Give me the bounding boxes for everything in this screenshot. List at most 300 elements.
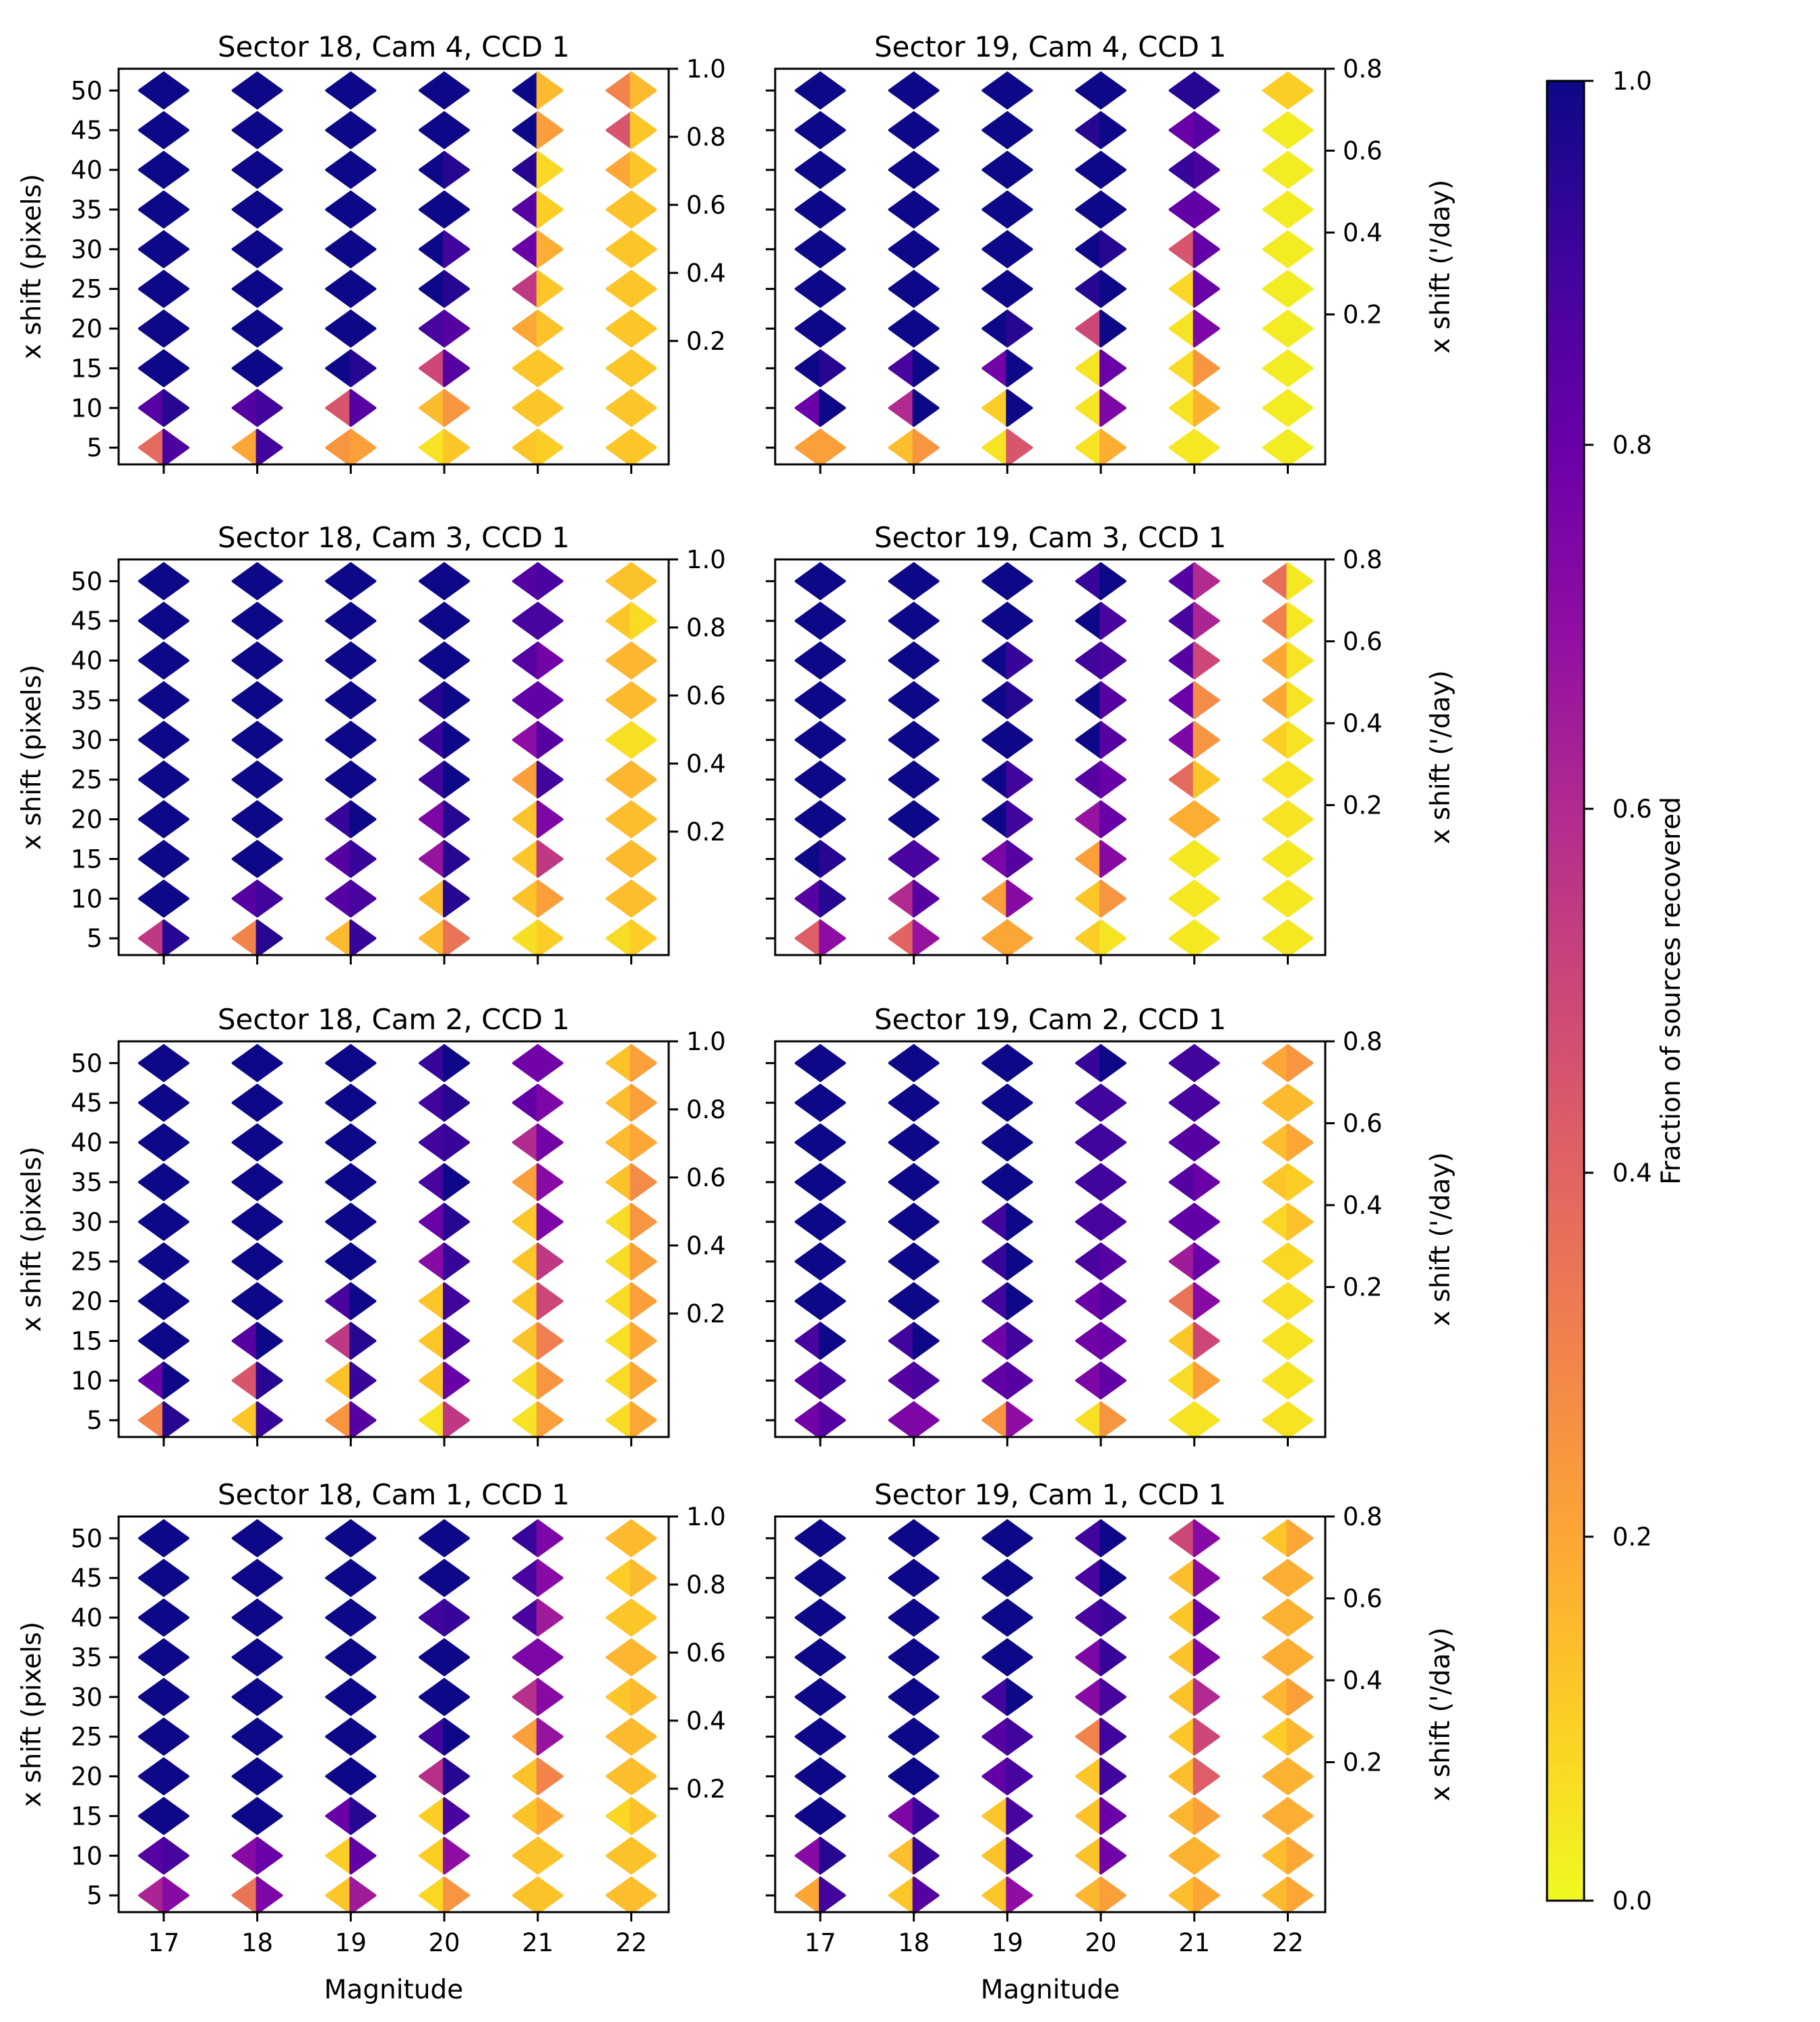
marker-left-half <box>233 1878 257 1913</box>
marker-left-half <box>983 1204 1007 1239</box>
right-axis-tick-label: 0.8 <box>1343 1027 1383 1056</box>
marker-left-half <box>326 921 351 956</box>
marker-left-half <box>140 1878 164 1913</box>
marker-right-half <box>444 723 468 758</box>
marker-right-half <box>914 1640 938 1675</box>
marker-left-half <box>326 1838 351 1873</box>
marker-left-half <box>890 272 914 307</box>
marker-left-half <box>796 1759 820 1794</box>
marker-left-half <box>1264 1640 1288 1675</box>
marker-left-half <box>1264 1204 1288 1239</box>
y-tick-label: 5 <box>86 1881 102 1911</box>
right-axis-tick-label: 0.2 <box>1343 1273 1383 1302</box>
marker-left-half <box>1076 603 1101 638</box>
subplot-sector-19-cam-1-ccd-1 <box>766 1478 1456 2005</box>
right-axis-tick-label: 1.0 <box>686 1027 726 1056</box>
marker-left-half <box>514 1045 538 1080</box>
marker-left-half <box>1076 1560 1101 1595</box>
marker-right-half <box>444 1878 468 1913</box>
marker-right-half <box>444 1244 468 1279</box>
marker-right-half <box>914 1165 938 1200</box>
marker-right-half <box>1007 1600 1031 1635</box>
marker-left-half <box>514 1600 538 1635</box>
marker-left-half <box>420 841 444 876</box>
marker-left-half <box>1170 1521 1194 1556</box>
marker-left-half <box>607 1085 632 1120</box>
marker-left-half <box>1264 841 1288 876</box>
marker-left-half <box>607 1363 632 1398</box>
marker-left-half <box>514 1085 538 1120</box>
marker-left-half <box>1170 1680 1194 1715</box>
marker-right-half <box>1194 643 1219 678</box>
marker-right-half <box>1288 921 1312 956</box>
marker-left-half <box>983 643 1007 678</box>
marker-right-half <box>164 232 188 267</box>
marker-right-half <box>257 683 282 718</box>
marker-right-half <box>164 1521 188 1556</box>
marker-left-half <box>1076 1204 1101 1239</box>
right-axis-tick-label: 0.2 <box>1343 1748 1383 1777</box>
marker-right-half <box>632 350 656 386</box>
marker-left-half <box>420 1719 444 1754</box>
marker-right-half <box>164 1085 188 1120</box>
marker-left-half <box>983 881 1007 916</box>
x-tick-label: 21 <box>1178 1928 1211 1957</box>
marker-left-half <box>140 1045 164 1080</box>
marker-right-half <box>1007 603 1031 638</box>
marker-right-half <box>257 1759 282 1794</box>
marker-left-half <box>983 683 1007 718</box>
marker-right-half <box>164 1363 188 1398</box>
marker-left-half <box>140 1521 164 1556</box>
y-tick-label: 30 <box>70 1207 102 1237</box>
marker-left-half <box>1264 1838 1288 1873</box>
marker-right-half <box>1288 1403 1312 1438</box>
marker-right-half <box>632 272 656 307</box>
marker-right-half <box>444 1125 468 1160</box>
marker-right-half <box>632 603 656 638</box>
marker-right-half <box>257 1165 282 1200</box>
marker-left-half <box>326 841 351 876</box>
marker-right-half <box>257 1323 282 1358</box>
right-y-axis-label: x shift ('/day) <box>1426 670 1456 845</box>
marker-right-half <box>632 1244 656 1279</box>
marker-left-half <box>796 1323 820 1358</box>
marker-right-half <box>257 192 282 227</box>
y-tick-label: 50 <box>70 567 102 596</box>
marker-left-half <box>1170 1323 1194 1358</box>
marker-right-half <box>538 1600 562 1635</box>
marker-left-half <box>326 1323 351 1358</box>
marker-left-half <box>607 841 632 876</box>
marker-right-half <box>820 1204 845 1239</box>
marker-right-half <box>1007 350 1031 386</box>
marker-right-half <box>351 921 375 956</box>
marker-left-half <box>420 1085 444 1120</box>
marker-right-half <box>444 73 468 108</box>
marker-left-half <box>514 1798 538 1833</box>
marker-left-half <box>1264 1363 1288 1398</box>
marker-left-half <box>233 350 257 386</box>
y-axis-label: x shift (pixels) <box>17 1146 47 1332</box>
marker-left-half <box>796 1204 820 1239</box>
y-tick-label: 50 <box>70 76 102 106</box>
y-tick-label: 5 <box>86 924 102 954</box>
marker-right-half <box>257 1521 282 1556</box>
marker-left-half <box>420 1600 444 1635</box>
marker-left-half <box>1076 1125 1101 1160</box>
marker-right-half <box>1007 1204 1031 1239</box>
marker-left-half <box>1170 841 1194 876</box>
marker-right-half <box>538 643 562 678</box>
marker-right-half <box>351 1719 375 1754</box>
marker-right-half <box>820 272 845 307</box>
marker-left-half <box>140 1838 164 1873</box>
marker-right-half <box>820 762 845 797</box>
marker-right-half <box>1194 563 1219 599</box>
marker-left-half <box>140 841 164 876</box>
marker-left-half <box>140 723 164 758</box>
marker-left-half <box>1076 73 1101 108</box>
y-tick-label: 25 <box>70 765 102 795</box>
marker-left-half <box>983 1323 1007 1358</box>
marker-right-half <box>164 1798 188 1833</box>
marker-left-half <box>1170 192 1194 227</box>
marker-left-half <box>326 1798 351 1833</box>
marker-left-half <box>1170 311 1194 346</box>
marker-left-half <box>140 113 164 148</box>
marker-right-half <box>1007 1560 1031 1595</box>
marker-right-half <box>538 1085 562 1120</box>
marker-left-half <box>607 1838 632 1873</box>
marker-left-half <box>796 1244 820 1279</box>
marker-right-half <box>632 232 656 267</box>
marker-left-half <box>140 1165 164 1200</box>
marker-right-half <box>1101 1878 1125 1913</box>
marker-left-half <box>796 113 820 148</box>
marker-left-half <box>1170 1204 1194 1239</box>
marker-left-half <box>890 1560 914 1595</box>
marker-left-half <box>326 350 351 386</box>
marker-right-half <box>538 152 562 187</box>
marker-right-half <box>820 232 845 267</box>
marker-right-half <box>1101 113 1125 148</box>
marker-right-half <box>632 1284 656 1319</box>
marker-right-half <box>914 192 938 227</box>
marker-right-half <box>351 1045 375 1080</box>
marker-left-half <box>796 881 820 916</box>
y-axis-label: x shift (pixels) <box>17 664 47 851</box>
marker-right-half <box>164 802 188 837</box>
marker-left-half <box>326 683 351 718</box>
marker-left-half <box>1076 350 1101 386</box>
marker-right-half <box>1288 1045 1312 1080</box>
marker-right-half <box>1101 1165 1125 1200</box>
marker-left-half <box>326 1600 351 1635</box>
marker-right-half <box>1194 1759 1219 1794</box>
y-axis-label: x shift (pixels) <box>17 1621 47 1808</box>
marker-right-half <box>632 921 656 956</box>
marker-left-half <box>326 1878 351 1913</box>
marker-right-half <box>1007 73 1031 108</box>
colorbar-tick-label: 0.8 <box>1612 431 1652 460</box>
marker-right-half <box>1288 1838 1312 1873</box>
marker-right-half <box>257 1798 282 1833</box>
marker-left-half <box>233 73 257 108</box>
marker-left-half <box>1076 1165 1101 1200</box>
marker-right-half <box>257 232 282 267</box>
marker-left-half <box>140 1798 164 1833</box>
marker-right-half <box>538 311 562 346</box>
marker-right-half <box>1007 1878 1031 1913</box>
marker-right-half <box>538 1045 562 1080</box>
marker-left-half <box>420 350 444 386</box>
marker-right-half <box>444 1521 468 1556</box>
marker-right-half <box>1007 841 1031 876</box>
marker-right-half <box>257 563 282 599</box>
marker-left-half <box>140 1204 164 1239</box>
marker-left-half <box>1076 563 1101 599</box>
y-tick-label: 35 <box>70 1167 102 1197</box>
marker-right-half <box>820 802 845 837</box>
marker-right-half <box>914 390 938 425</box>
right-axis-tick-label: 0.8 <box>686 1570 726 1599</box>
marker-right-half <box>1194 152 1219 187</box>
y-tick-label: 40 <box>70 646 102 676</box>
marker-left-half <box>983 1600 1007 1635</box>
subplot-sector-19-cam-2-ccd-1 <box>766 1003 1456 1446</box>
marker-left-half <box>326 152 351 187</box>
marker-right-half <box>257 1284 282 1319</box>
marker-right-half <box>820 1759 845 1794</box>
marker-left-half <box>1264 881 1288 916</box>
marker-right-half <box>164 881 188 916</box>
marker-right-half <box>257 762 282 797</box>
marker-left-half <box>890 1403 914 1438</box>
marker-left-half <box>326 1045 351 1080</box>
marker-right-half <box>1101 1838 1125 1873</box>
marker-right-half <box>632 563 656 599</box>
marker-left-half <box>890 1838 914 1873</box>
marker-right-half <box>1194 430 1219 465</box>
marker-right-half <box>1194 1600 1219 1635</box>
marker-right-half <box>257 1204 282 1239</box>
marker-left-half <box>233 762 257 797</box>
marker-right-half <box>444 643 468 678</box>
marker-right-half <box>914 1125 938 1160</box>
marker-left-half <box>420 603 444 638</box>
marker-right-half <box>1194 841 1219 876</box>
x-tick-label: 19 <box>334 1928 367 1957</box>
marker-right-half <box>1101 232 1125 267</box>
axes-spines <box>775 559 1325 955</box>
marker-left-half <box>983 232 1007 267</box>
marker-left-half <box>514 390 538 425</box>
marker-left-half <box>1076 232 1101 267</box>
marker-right-half <box>257 1719 282 1754</box>
marker-right-half <box>1288 1085 1312 1120</box>
marker-right-half <box>538 1204 562 1239</box>
marker-left-half <box>983 73 1007 108</box>
marker-left-half <box>1170 762 1194 797</box>
marker-left-half <box>796 1719 820 1754</box>
marker-left-half <box>1264 430 1288 465</box>
marker-left-half <box>796 1640 820 1675</box>
marker-right-half <box>351 881 375 916</box>
marker-left-half <box>890 232 914 267</box>
marker-left-half <box>1264 311 1288 346</box>
marker-left-half <box>140 73 164 108</box>
marker-left-half <box>326 1085 351 1120</box>
marker-left-half <box>1170 881 1194 916</box>
marker-left-half <box>1076 1640 1101 1675</box>
marker-left-half <box>796 563 820 599</box>
marker-right-half <box>1194 762 1219 797</box>
marker-right-half <box>632 1521 656 1556</box>
marker-left-half <box>514 1521 538 1556</box>
marker-left-half <box>607 73 632 108</box>
marker-left-half <box>1076 272 1101 307</box>
marker-left-half <box>1264 1284 1288 1319</box>
marker-right-half <box>914 881 938 916</box>
marker-right-half <box>1101 311 1125 346</box>
right-axis-tick-label: 0.4 <box>686 258 726 288</box>
marker-right-half <box>1101 1680 1125 1715</box>
marker-right-half <box>1288 113 1312 148</box>
marker-left-half <box>420 1284 444 1319</box>
y-tick-label: 25 <box>70 1722 102 1752</box>
marker-left-half <box>326 430 351 465</box>
marker-right-half <box>1288 272 1312 307</box>
marker-right-half <box>444 841 468 876</box>
marker-left-half <box>607 1244 632 1279</box>
y-tick-label: 20 <box>70 805 102 834</box>
marker-right-half <box>1194 1085 1219 1120</box>
marker-left-half <box>140 272 164 307</box>
marker-right-half <box>632 1600 656 1635</box>
subplot-title: Sector 19, Cam 1, CCD 1 <box>874 1478 1227 1511</box>
marker-right-half <box>1101 1363 1125 1398</box>
marker-left-half <box>514 1363 538 1398</box>
right-axis-tick-label: 0.4 <box>686 749 726 778</box>
marker-left-half <box>514 723 538 758</box>
y-tick-label: 20 <box>70 314 102 344</box>
marker-left-half <box>233 683 257 718</box>
marker-right-half <box>1288 881 1312 916</box>
marker-left-half <box>514 881 538 916</box>
x-tick-label: 21 <box>522 1928 554 1957</box>
marker-right-half <box>1007 152 1031 187</box>
marker-left-half <box>326 643 351 678</box>
marker-right-half <box>444 350 468 386</box>
marker-left-half <box>1170 1284 1194 1319</box>
marker-right-half <box>1101 683 1125 718</box>
marker-right-half <box>1194 802 1219 837</box>
marker-right-half <box>1007 683 1031 718</box>
y-tick-label: 45 <box>70 1089 102 1118</box>
marker-left-half <box>890 1640 914 1675</box>
marker-right-half <box>914 1204 938 1239</box>
marker-right-half <box>1194 881 1219 916</box>
marker-right-half <box>632 841 656 876</box>
marker-right-half <box>351 683 375 718</box>
marker-left-half <box>140 430 164 465</box>
marker-right-half <box>1101 1640 1125 1675</box>
marker-left-half <box>514 603 538 638</box>
x-tick-label: 19 <box>991 1928 1023 1957</box>
marker-right-half <box>820 311 845 346</box>
marker-left-half <box>796 802 820 837</box>
marker-left-half <box>890 1244 914 1279</box>
right-axis-tick-label: 1.0 <box>686 1502 726 1531</box>
y-tick-label: 10 <box>70 1841 102 1871</box>
marker-left-half <box>607 1204 632 1239</box>
marker-left-half <box>983 113 1007 148</box>
marker-right-half <box>1194 1165 1219 1200</box>
marker-left-half <box>890 1680 914 1715</box>
marker-left-half <box>1264 1600 1288 1635</box>
marker-right-half <box>1288 683 1312 718</box>
marker-right-half <box>1194 1680 1219 1715</box>
marker-right-half <box>1288 723 1312 758</box>
marker-left-half <box>796 152 820 187</box>
marker-left-half <box>326 1680 351 1715</box>
marker-right-half <box>632 1363 656 1398</box>
marker-left-half <box>890 1323 914 1358</box>
marker-left-half <box>1170 1045 1194 1080</box>
marker-right-half <box>444 1759 468 1794</box>
marker-left-half <box>796 921 820 956</box>
marker-left-half <box>890 1085 914 1120</box>
marker-left-half <box>796 430 820 465</box>
marker-left-half <box>233 1838 257 1873</box>
marker-left-half <box>514 73 538 108</box>
subplot-title: Sector 18, Cam 4, CCD 1 <box>217 30 570 63</box>
marker-right-half <box>1101 1719 1125 1754</box>
marker-left-half <box>607 1878 632 1913</box>
marker-left-half <box>420 723 444 758</box>
marker-left-half <box>796 1403 820 1438</box>
marker-left-half <box>1264 390 1288 425</box>
marker-right-half <box>914 1244 938 1279</box>
marker-left-half <box>1076 881 1101 916</box>
marker-right-half <box>820 1798 845 1833</box>
marker-right-half <box>632 390 656 425</box>
marker-right-half <box>820 1719 845 1754</box>
marker-left-half <box>233 232 257 267</box>
marker-left-half <box>796 603 820 638</box>
marker-right-half <box>820 723 845 758</box>
right-y-axis-label: x shift ('/day) <box>1426 179 1456 354</box>
marker-right-half <box>1194 1363 1219 1398</box>
marker-left-half <box>233 272 257 307</box>
marker-right-half <box>351 1680 375 1715</box>
marker-left-half <box>1076 311 1101 346</box>
marker-left-half <box>1076 723 1101 758</box>
marker-left-half <box>607 1560 632 1595</box>
marker-left-half <box>1076 1045 1101 1080</box>
marker-left-half <box>1170 1719 1194 1754</box>
marker-right-half <box>820 563 845 599</box>
marker-left-half <box>140 1719 164 1754</box>
marker-left-half <box>1264 113 1288 148</box>
marker-left-half <box>233 1165 257 1200</box>
marker-left-half <box>607 1600 632 1635</box>
marker-right-half <box>1101 563 1125 599</box>
marker-left-half <box>514 113 538 148</box>
marker-left-half <box>420 192 444 227</box>
marker-right-half <box>1101 1085 1125 1120</box>
